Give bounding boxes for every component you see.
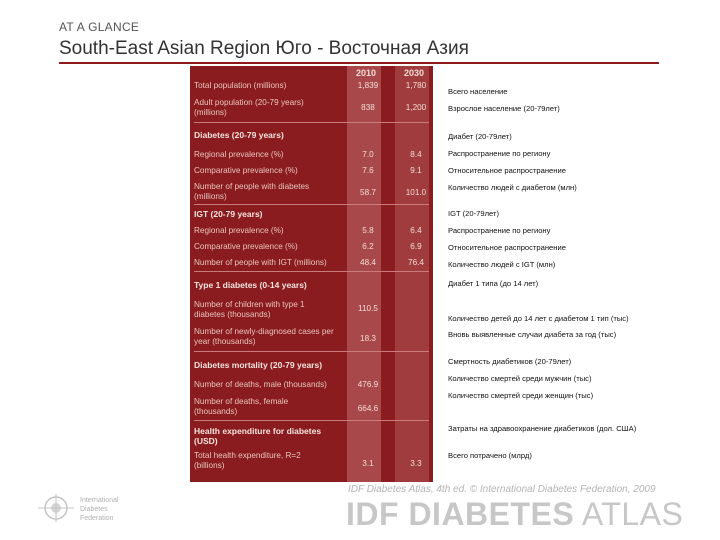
value-2010: 58.7 [360, 188, 376, 197]
row-label: Total health expenditure, R=2 (billions) [194, 451, 301, 470]
value-2030: 1,200 [405, 103, 427, 112]
logo-line: International [80, 497, 119, 504]
note-mortality-female: Количество смертей среди женщин (тыс) [448, 391, 594, 400]
row-label: Regional prevalence (%) [194, 150, 284, 159]
value-2010: 664.6 [357, 404, 379, 413]
value-2010: 110.5 [358, 304, 378, 313]
row-label: Comparative prevalence (%) [194, 166, 298, 175]
value-2030: 6.9 [410, 242, 422, 251]
note-mortality-male: Количество смертей среди мужчин (тыс) [448, 374, 592, 383]
divider [194, 351, 429, 352]
value-2030: 1,780 [405, 81, 427, 90]
value-2030: 6.4 [410, 226, 422, 235]
value-2030: 8.4 [410, 150, 422, 159]
value-2010: 6.2 [362, 242, 374, 251]
note-adult-population: Взрослое население (20-79лет) [448, 104, 560, 113]
credit-line: IDF Diabetes Atlas, 4th ed. © International Diabetes Federation, 2009 [348, 484, 656, 495]
divider [194, 204, 429, 205]
header-2010: 2010 [356, 68, 377, 78]
value-2010: 3.1 [362, 459, 374, 468]
value-2010: 7.6 [362, 166, 374, 175]
note-igt-regional: Распространение по региону [448, 226, 551, 235]
note-igt-count: Количество людей с IGT (млн) [448, 260, 556, 269]
value-2010: 476.9 [357, 380, 379, 389]
row-label: Comparative prevalence (%) [194, 242, 298, 251]
section-heading: IGT (20-79 years) [194, 209, 263, 219]
logo-line: Federation [80, 515, 114, 522]
value-2030: 9.1 [410, 166, 422, 175]
value-2010: 48.4 [360, 258, 376, 267]
note-diabetes-section: Диабет (20-79лет) [448, 132, 512, 141]
value-2010: 7.0 [362, 150, 374, 159]
section-heading: Health expenditure for diabetes (USD) [194, 426, 322, 446]
logo-line: Diabetes [80, 506, 108, 513]
value-2010: 18.3 [360, 334, 376, 343]
note-igt-comparative: Относительное распространение [448, 243, 566, 252]
divider [194, 271, 429, 272]
row-label: Number of deaths, male (thousands) [194, 380, 327, 389]
divider [194, 420, 429, 421]
row-label: Number of children with type 1 diabetes (thousands) [194, 300, 305, 319]
row-label: Adult population (20-79 years) (millions) [194, 98, 304, 117]
section-heading: Diabetes (20-79 years) [194, 130, 284, 140]
value-2030: 76.4 [408, 258, 424, 267]
title-rule [59, 62, 659, 64]
page-title: South-East Asian Region Юго - Восточная Азия [59, 38, 469, 59]
note-igt-section: IGT (20-79лет) [448, 209, 499, 218]
row-label: Number of people with diabetes (millions) [194, 182, 310, 201]
value-2030: 101.0 [405, 188, 427, 197]
note-diabetes-count: Количество людей с диабетом (млн) [448, 183, 577, 192]
note-expenditure-section: Затраты на здравоохранение диабетиков (дол. США) [448, 424, 637, 433]
row-label: Regional prevalence (%) [194, 226, 284, 235]
divider [194, 122, 429, 123]
note-type1-children: Количество детей до 14 лет с диабетом 1 тип (тыс) [448, 314, 629, 323]
brand-bold: IDF DIABETES [346, 496, 575, 532]
kicker: AT A GLANCE [59, 20, 140, 34]
row-label: Number of people with IGT (millions) [194, 258, 327, 267]
row-label: Number of deaths, female (thousands) [194, 397, 289, 416]
row-label: Number of newly-diagnosed cases per year (thousands) [194, 327, 334, 346]
value-2010: 5.8 [362, 226, 374, 235]
note-diabetes-comparative: Относительное распространение [448, 166, 566, 175]
note-total-population: Всего население [448, 87, 508, 96]
note-type1-section: Диабет 1 типа (до 14 лет) [448, 279, 539, 288]
brand-wordmark [346, 496, 683, 533]
value-2030: 3.3 [410, 459, 422, 468]
brand-light: ATLAS [574, 496, 684, 532]
stats-panel [190, 66, 433, 482]
header-2030: 2030 [404, 68, 425, 78]
section-heading: Type 1 diabetes (0-14 years) [194, 280, 307, 290]
note-mortality-section: Смертность диабетиков (20-79лет) [448, 357, 572, 366]
note-type1-new-cases: Вновь выявленные случаи диабета за год (тыс) [448, 330, 617, 339]
logo-text [80, 496, 119, 523]
note-diabetes-regional: Распространение по региону [448, 149, 551, 158]
value-2010: 1,839 [357, 81, 379, 90]
idf-logo-icon [36, 492, 76, 524]
section-heading: Diabetes mortality (20-79 years) [194, 360, 323, 370]
row-label: Total population (millions) [194, 81, 287, 90]
value-2010: 838 [361, 103, 375, 112]
note-expenditure-total: Всего потрачено (млрд) [448, 451, 532, 460]
